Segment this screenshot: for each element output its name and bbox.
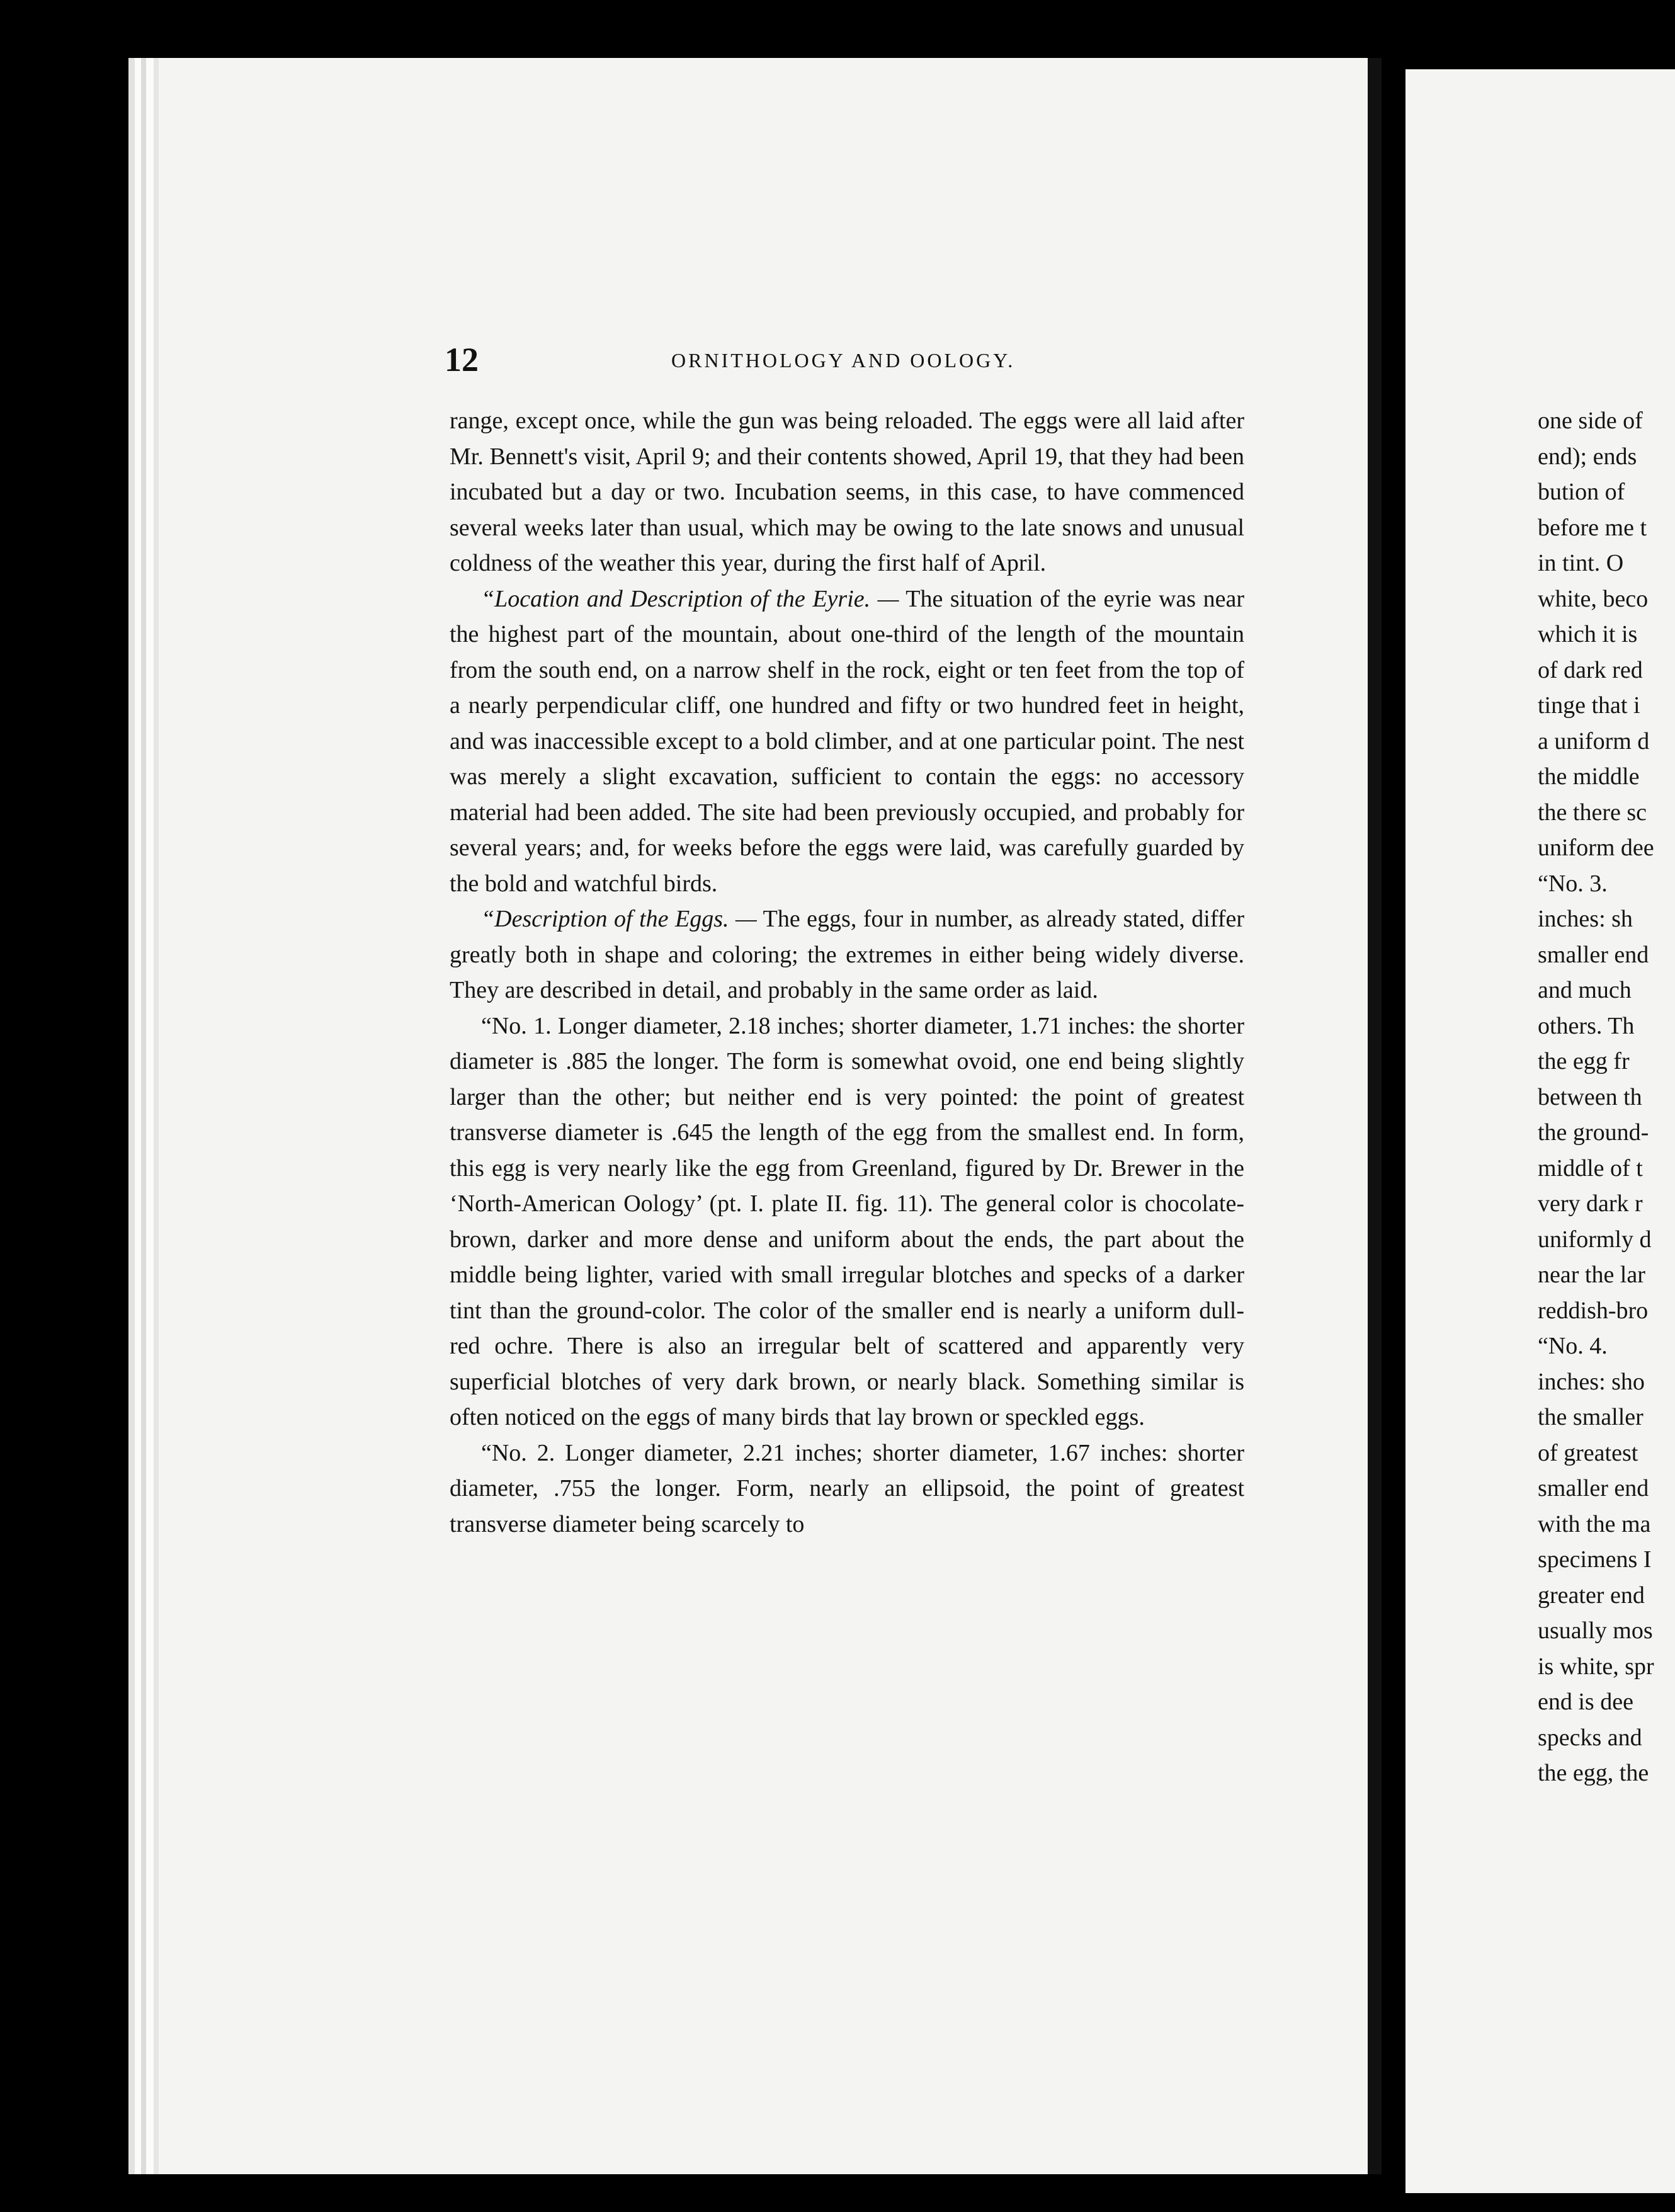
right-page-line: a uniform d xyxy=(1538,727,1650,755)
right-page-line: reddish-bro xyxy=(1538,1297,1649,1324)
paragraph xyxy=(450,901,1244,1008)
right-page-line: “No. 3. xyxy=(1538,870,1608,897)
paragraph xyxy=(450,1008,1244,1435)
right-page-line: “No. 4. xyxy=(1538,1333,1608,1359)
right-page-line: near the lar xyxy=(1538,1262,1645,1288)
running-title: ORNITHOLOGY AND OOLOGY. xyxy=(671,349,1016,372)
right-page-line: is white, spr xyxy=(1538,1653,1654,1680)
right-page-line: the ground- xyxy=(1538,1119,1649,1146)
right-page-line: specimens I xyxy=(1538,1546,1652,1573)
right-page-line: inches: sh xyxy=(1538,906,1633,932)
right-page-line: and much xyxy=(1538,977,1632,1003)
right-page-line: smaller end xyxy=(1538,1475,1649,1502)
section-heading: “Location and Description of the Eyrie. — xyxy=(481,585,899,612)
section-heading: “Description of the Eggs. — xyxy=(481,906,757,932)
right-page-line: with the ma xyxy=(1538,1510,1651,1537)
right-page-line: the egg fr xyxy=(1538,1048,1630,1075)
page-number: 12 xyxy=(445,341,479,379)
right-page-line: others. Th xyxy=(1538,1012,1635,1039)
right-page-line: greater end xyxy=(1538,1582,1645,1609)
right-page-line: bution of xyxy=(1538,479,1625,505)
right-page-line: specks and xyxy=(1538,1724,1642,1751)
right-page-line: uniform dee xyxy=(1538,835,1654,861)
right-page-line: tinge that i xyxy=(1538,692,1640,719)
paragraph-text: “No. 2. Longer diameter, 2.21 inches; shorter diameter, 1.67 inches: shorter diameter, .755 the longer. Form, nearly an ellipsoid, the point of greatest transverse diameter being scarcely to xyxy=(450,1439,1244,1537)
right-page-line: smaller end xyxy=(1538,941,1649,968)
page-header xyxy=(445,340,1251,391)
paragraph-text: The eggs, four in number, as already stated, differ greatly both in shape and coloring; the extremes in either being widely diverse. They are described in detail, and probably in the same order as laid. xyxy=(450,906,1244,1003)
left-page-edge xyxy=(128,58,174,2174)
paragraph xyxy=(450,403,1244,581)
paragraph-text: range, except once, while the gun was being reloaded. The eggs were all laid after Mr. Bennett's visit, April 9; and their contents showed, April 19, that they had been incubated but a day or two. Incubation seems, in this case, to have commenced several weeks later than usual, which may be owing to the late snows and unusual coldness of the weather this year, during the first half of April. xyxy=(450,408,1244,576)
right-page-line: middle of t xyxy=(1538,1154,1643,1182)
right-page-line: inches: sho xyxy=(1538,1368,1645,1395)
right-page-line: usually mos xyxy=(1538,1617,1653,1644)
body-text xyxy=(450,403,1244,1542)
right-page-line: end); ends xyxy=(1538,443,1637,470)
right-page-line: which it is xyxy=(1538,621,1638,647)
right-page-line: in tint. O xyxy=(1538,550,1624,576)
book-gutter xyxy=(1368,58,1382,2174)
right-page-text xyxy=(1538,403,1675,1791)
right-page-line: the egg, the xyxy=(1538,1760,1649,1786)
right-page-line: one side of xyxy=(1538,408,1643,434)
right-page-line: white, beco xyxy=(1538,585,1649,612)
paragraph xyxy=(450,581,1244,902)
paragraph-text: The situation of the eyrie was near the highest part of the mountain, about one-third of the length of the mountain from the south end, on a narrow shelf in the rock, eight or ten feet from the top of a nearly perpendicular cliff, one hundred and fifty or two hundred feet in height, and was inaccessible except to a bold climber, and at one particular point. The nest was merely a slight excavation, sufficient to contain the eggs: no accessory material had been added. The site had been previously occupied, and probably for several years; and, for weeks before the eggs were laid, was carefully guarded by the bold and watchful birds. xyxy=(450,585,1244,897)
right-page-line: the smaller xyxy=(1538,1404,1644,1430)
right-page-line: before me t xyxy=(1538,514,1647,541)
right-page-line: of dark red xyxy=(1538,656,1643,683)
right-page-line: between th xyxy=(1538,1083,1642,1110)
right-page-line: uniformly d xyxy=(1538,1226,1652,1253)
right-page-line: end is dee xyxy=(1538,1689,1633,1715)
right-page-line: the there sc xyxy=(1538,799,1647,826)
paragraph xyxy=(450,1435,1244,1542)
paragraph-text: “No. 1. Longer diameter, 2.18 inches; shorter diameter, 1.71 inches: the shorter diameter is .885 the longer. The form is somewhat ovoid, one end being slightly larger than the other; but neither end is very pointed: the point of greatest transverse diameter is .645 the length of the egg from the smallest end. In form, this egg is very nearly like the egg from Greenland, figured by Dr. Brewer in the ‘North-American Oology’ (pt. I. plate II. fig. 11). The general color is chocolate-brown, darker and more dense and uniform about the ends, the part about the middle being lighter, varied with small irregular blotches and specks of a darker tint than the ground-color. The color of the smaller end is nearly a uniform dull-red ochre. There is also an irregular belt of scattered and apparently very superficial blotches of very dark brown, or nearly black. Something similar is often noticed on the eggs of many birds that lay brown or speckled eggs. xyxy=(450,1012,1244,1430)
right-page-line: of greatest xyxy=(1538,1439,1638,1466)
right-page-line: the middle xyxy=(1538,763,1640,790)
right-page-line: very dark r xyxy=(1538,1190,1643,1217)
